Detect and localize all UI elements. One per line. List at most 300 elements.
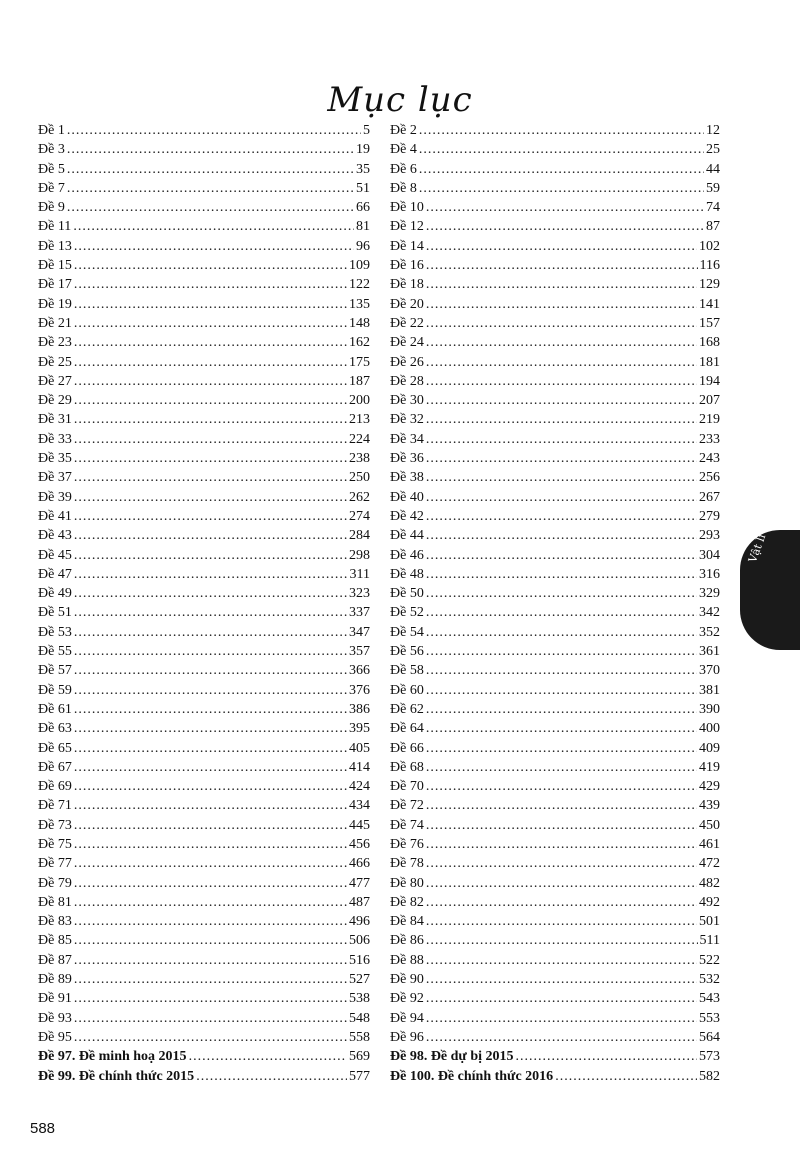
toc-entry-page: 337 [349,605,370,621]
toc-entry-page: 342 [699,605,720,621]
toc-entry-label: Đề 17 [38,277,72,293]
toc-entry-label: Đề 74 [390,817,424,833]
toc-entry-label: Đề 29 [38,393,72,409]
toc-leader-dots [426,1028,697,1047]
toc-entry-page: 256 [699,470,720,486]
toc-entry-page: 135 [349,296,370,312]
toc-entry-label: Đề 63 [38,721,72,737]
toc-entry [38,468,370,487]
toc-entry [390,970,720,989]
toc-entry-label: Đề 25 [38,354,72,370]
toc-leader-dots [74,796,347,815]
toc-entry [390,546,720,565]
toc-entry-label: Đề 45 [38,547,72,563]
toc-entry-page: 59 [706,180,720,196]
toc-entry-page: 477 [349,875,370,891]
toc-entry-label: Đề 33 [38,431,72,447]
toc-entry-label: Đề 47 [38,566,72,582]
toc-entry-page: 506 [349,933,370,949]
toc-entry [390,121,720,140]
toc-entry-label: Đề 94 [390,1010,424,1026]
toc-entry-label: Đề 58 [390,663,424,679]
toc-entry-page: 496 [349,914,370,930]
toc-entry-page: 162 [349,335,370,351]
toc-leader-dots [74,1028,347,1047]
toc-entry-label: Đề 9 [38,200,65,216]
toc-entry-label: Đề 4 [390,142,417,158]
toc-leader-dots [426,256,698,275]
toc-entry [38,1047,370,1066]
toc-entry-label: Đề 53 [38,624,72,640]
toc-entry [390,661,720,680]
toc-leader-dots [74,777,347,796]
toc-entry [390,951,720,970]
toc-entry-page: 511 [699,933,720,949]
toc-entry-label: Đề 43 [38,528,72,544]
toc-entry [38,198,370,217]
toc-leader-dots [426,835,697,854]
toc-leader-dots [74,295,347,314]
toc-entry-label: Đề 14 [390,238,424,254]
toc-entry [38,603,370,622]
toc-entry [38,256,370,275]
toc-entry-label: Đề 32 [390,412,424,428]
toc-entry-label: Đề 26 [390,354,424,370]
toc-entry [38,970,370,989]
toc-entry [390,565,720,584]
toc-leader-dots [74,700,347,719]
toc-entry [38,295,370,314]
toc-leader-dots [426,565,697,584]
toc-leader-dots [426,681,697,700]
toc-entry-page: 250 [349,470,370,486]
toc-entry [38,372,370,391]
toc-leader-dots [426,314,697,333]
toc-leader-dots [426,719,697,738]
toc-leader-dots [426,430,697,449]
toc-entry-page: 516 [349,952,370,968]
toc-entry-label: Đề 72 [390,798,424,814]
toc-entry [38,796,370,815]
toc-entry [390,295,720,314]
toc-leader-dots [419,179,704,198]
toc-entry-label: Đề 21 [38,315,72,331]
toc-entry-page: 187 [349,373,370,389]
toc-leader-dots [74,931,347,950]
toc-entry-label: Đề 3 [38,142,65,158]
toc-entry-page: 219 [699,412,720,428]
toc-entry [390,623,720,642]
toc-leader-dots [426,758,697,777]
toc-entry-label: Đề 23 [38,335,72,351]
toc-leader-dots [74,603,347,622]
toc-entry-page: 141 [699,296,720,312]
toc-entry-page: 347 [349,624,370,640]
toc-entry-label: Đề 98. Đề dự bị 2015 [390,1049,514,1065]
toc-leader-dots [74,546,347,565]
toc-leader-dots [74,989,347,1008]
toc-entry [38,700,370,719]
toc-leader-dots [74,681,347,700]
toc-leader-dots [516,1047,697,1066]
toc-entry-label: Đề 86 [390,933,424,949]
toc-entry-page: 400 [699,721,720,737]
toc-leader-dots [74,372,347,391]
toc-entry-page: 122 [349,277,370,293]
toc-leader-dots [426,739,697,758]
toc-leader-dots [74,449,347,468]
toc-entry-page: 381 [699,682,720,698]
toc-entry [38,584,370,603]
toc-entry [390,449,720,468]
toc-leader-dots [74,314,347,333]
toc-entry-page: 501 [699,914,720,930]
toc-entry-page: 168 [699,335,720,351]
toc-entry-page: 429 [699,779,720,795]
toc-entry-label: Đề 57 [38,663,72,679]
toc-entry [38,507,370,526]
toc-leader-dots [426,1009,697,1028]
toc-leader-dots [74,256,347,275]
toc-entry [390,353,720,372]
toc-leader-dots [426,777,697,796]
toc-entry-page: 414 [349,759,370,775]
toc-right-column [390,121,720,1086]
toc-entry-label: Đề 28 [390,373,424,389]
toc-entry-page: 243 [699,451,720,467]
toc-leader-dots [426,217,704,236]
toc-leader-dots [74,623,347,642]
toc-entry-label: Đề 6 [390,161,417,177]
toc-entry-label: Đề 44 [390,528,424,544]
toc-entry [38,854,370,873]
toc-entry-label: Đề 37 [38,470,72,486]
toc-entry-page: 200 [349,393,370,409]
toc-leader-dots [426,507,697,526]
toc-entry-label: Đề 51 [38,605,72,621]
toc-entry [38,237,370,256]
toc-entry-label: Đề 66 [390,740,424,756]
toc-entry-label: Đề 82 [390,894,424,910]
toc-leader-dots [67,160,354,179]
toc-entry-label: Đề 75 [38,836,72,852]
toc-entry-page: 461 [699,836,720,852]
toc-entry-label: Đề 90 [390,972,424,988]
toc-entry-page: 390 [699,701,720,717]
toc-entry-page: 44 [706,161,720,177]
toc-entry-label: Đề 8 [390,180,417,196]
toc-entry-page: 181 [699,354,720,370]
toc-leader-dots [426,874,697,893]
toc-entry-label: Đề 24 [390,335,424,351]
toc-entry [390,912,720,931]
toc-entry [390,777,720,796]
toc-entry-page: 279 [699,508,720,524]
toc-entry-label: Đề 36 [390,451,424,467]
toc-entry [38,526,370,545]
toc-entry [38,681,370,700]
toc-entry [390,507,720,526]
toc-entry [38,623,370,642]
toc-leader-dots [74,410,347,429]
toc-leader-dots [67,121,361,140]
toc-leader-dots [426,931,698,950]
toc-entry [38,835,370,854]
toc-leader-dots [74,430,347,449]
toc-entry-page: 298 [349,547,370,563]
toc-entry [38,1028,370,1047]
toc-entry-label: Đề 2 [390,123,417,138]
toc-leader-dots [426,623,697,642]
toc-leader-dots [74,951,347,970]
toc-entry-label: Đề 79 [38,875,72,891]
toc-entry-page: 194 [699,373,720,389]
toc-leader-dots [74,275,347,294]
toc-leader-dots [426,661,697,680]
toc-entry-label: Đề 67 [38,759,72,775]
toc-leader-dots [67,140,354,159]
toc-entry-page: 386 [349,701,370,717]
toc-entry [38,758,370,777]
toc-leader-dots [426,546,697,565]
toc-entry [390,700,720,719]
toc-entry-label: Đề 76 [390,836,424,852]
toc-entry [390,835,720,854]
toc-entry [38,642,370,661]
toc-entry-page: 456 [349,836,370,852]
toc-entry-label: Đề 87 [38,952,72,968]
toc-entry-page: 129 [699,277,720,293]
toc-entry [38,931,370,950]
toc-entry [38,314,370,333]
toc-leader-dots [74,912,347,931]
toc-entry [390,1028,720,1047]
toc-entry-label: Đề 11 [38,219,72,235]
toc-entry-label: Đề 19 [38,296,72,312]
toc-entry-label: Đề 97. Đề minh hoạ 2015 [38,1049,187,1065]
toc-entry [38,777,370,796]
toc-entry-page: 19 [356,142,370,158]
toc-entry-label: Đề 1 [38,123,65,138]
toc-entry-page: 424 [349,779,370,795]
toc-entry-page: 558 [349,1029,370,1045]
toc-entry [38,488,370,507]
toc-entry [390,816,720,835]
toc-entry [390,758,720,777]
toc-entry-label: Đề 93 [38,1010,72,1026]
toc-entry-page: 267 [699,489,720,505]
toc-entry [390,1047,720,1066]
toc-entry [38,546,370,565]
toc-entry-page: 102 [699,238,720,254]
toc-entry [38,121,370,140]
toc-leader-dots [74,970,347,989]
toc-entry-page: 582 [699,1068,720,1084]
toc-leader-dots [74,719,347,738]
toc-entry-label: Đề 10 [390,200,424,216]
toc-entry-label: Đề 55 [38,644,72,660]
toc-entry-page: 532 [699,972,720,988]
toc-entry [390,314,720,333]
toc-leader-dots [73,217,354,236]
toc-entry-page: 553 [699,1010,720,1026]
toc-entry-label: Đề 5 [38,161,65,177]
toc-entry [390,140,720,159]
toc-entry [38,989,370,1008]
toc-entry [390,854,720,873]
toc-entry [390,642,720,661]
toc-entry [38,391,370,410]
toc-entry-page: 81 [356,219,370,235]
toc-entry [390,430,720,449]
toc-entry [390,179,720,198]
toc-entry-page: 492 [699,894,720,910]
toc-leader-dots [74,816,347,835]
toc-leader-dots [189,1047,347,1066]
toc-entry-page: 577 [349,1068,370,1084]
toc-entry-page: 51 [356,180,370,196]
toc-entry [38,1067,370,1086]
toc-leader-dots [74,835,347,854]
toc-entry-label: Đề 84 [390,914,424,930]
toc-entry-page: 5 [363,123,370,138]
toc-entry-page: 409 [699,740,720,756]
toc-leader-dots [426,410,697,429]
toc-entry-page: 66 [356,200,370,216]
toc-entry-page: 25 [706,142,720,158]
toc-leader-dots [426,275,697,294]
toc-leader-dots [426,584,697,603]
toc-entry-label: Đề 48 [390,566,424,582]
toc-entry [38,912,370,931]
toc-leader-dots [74,1009,347,1028]
toc-leader-dots [426,449,697,468]
toc-entry [38,816,370,835]
toc-entry [38,333,370,352]
toc-leader-dots [426,488,697,507]
toc-entry-page: 366 [349,663,370,679]
toc-leader-dots [426,796,697,815]
page-number: 588 [30,1120,56,1137]
toc-entry-label: Đề 88 [390,952,424,968]
toc-leader-dots [426,295,697,314]
toc-leader-dots [419,140,704,159]
toc-entry-label: Đề 92 [390,991,424,1007]
toc-leader-dots [426,951,697,970]
toc-entry [390,893,720,912]
toc-entry [38,179,370,198]
toc-entry [38,430,370,449]
toc-entry-label: Đề 38 [390,470,424,486]
toc-leader-dots [426,603,697,622]
toc-entry-page: 405 [349,740,370,756]
toc-leader-dots [426,468,697,487]
toc-entry-label: Đề 49 [38,586,72,602]
toc-entry [390,603,720,622]
toc-entry-page: 329 [699,586,720,602]
toc-entry-page: 419 [699,759,720,775]
toc-entry-label: Đề 64 [390,721,424,737]
toc-entry [38,275,370,294]
toc-entry-page: 376 [349,682,370,698]
toc-entry [38,661,370,680]
toc-entry-page: 527 [349,972,370,988]
toc-leader-dots [74,874,347,893]
toc-leader-dots [74,353,347,372]
toc-entry-label: Đề 89 [38,972,72,988]
toc-entry [38,893,370,912]
toc-entry-label: Đề 50 [390,586,424,602]
toc-leader-dots [74,739,347,758]
side-tab-label: Vật lí [746,532,769,565]
toc-leader-dots [426,526,697,545]
toc-leader-dots [67,198,354,217]
toc-entry-label: Đề 62 [390,701,424,717]
toc-entry [38,719,370,738]
toc-entry-label: Đề 30 [390,393,424,409]
toc-entry-label: Đề 77 [38,856,72,872]
toc-entry-page: 157 [699,315,720,331]
toc-entry-page: 472 [699,856,720,872]
toc-entry [390,198,720,217]
toc-entry-label: Đề 59 [38,682,72,698]
toc-leader-dots [74,661,347,680]
toc-entry-label: Đề 73 [38,817,72,833]
toc-entry-label: Đề 52 [390,605,424,621]
toc-entry-page: 109 [349,258,370,274]
toc-entry [390,256,720,275]
toc-entry [390,989,720,1008]
toc-entry-page: 293 [699,528,720,544]
toc-entry-page: 445 [349,817,370,833]
toc-leader-dots [74,893,347,912]
toc-entry-label: Đề 20 [390,296,424,312]
toc-entry-page: 450 [699,817,720,833]
toc-entry-page: 213 [349,412,370,428]
toc-entry [38,739,370,758]
toc-entry [390,488,720,507]
toc-entry [390,739,720,758]
toc-entry [390,1067,720,1086]
toc-entry-page: 148 [349,315,370,331]
toc-entry-page: 116 [699,258,720,274]
toc-entry-page: 548 [349,1010,370,1026]
toc-entry-page: 573 [699,1049,720,1065]
toc-entry [38,951,370,970]
toc-leader-dots [426,912,697,931]
toc-entry [38,410,370,429]
toc-leader-dots [426,970,697,989]
toc-entry-label: Đề 22 [390,315,424,331]
toc-entry-label: Đề 7 [38,180,65,196]
toc-leader-dots [426,198,704,217]
toc-entry [38,565,370,584]
toc-leader-dots [426,391,697,410]
toc-entry-label: Đề 18 [390,277,424,293]
toc-entry-label: Đề 39 [38,489,72,505]
toc-leader-dots [74,333,347,352]
toc-entry-page: 316 [699,566,720,582]
side-tab [740,530,800,650]
toc-left-column [38,121,370,1086]
toc-entry-page: 370 [699,663,720,679]
toc-entry [38,217,370,236]
toc-leader-dots [74,565,348,584]
toc-leader-dots [74,584,347,603]
toc-leader-dots [426,642,697,661]
toc-entry [38,874,370,893]
toc-leader-dots [74,237,354,256]
